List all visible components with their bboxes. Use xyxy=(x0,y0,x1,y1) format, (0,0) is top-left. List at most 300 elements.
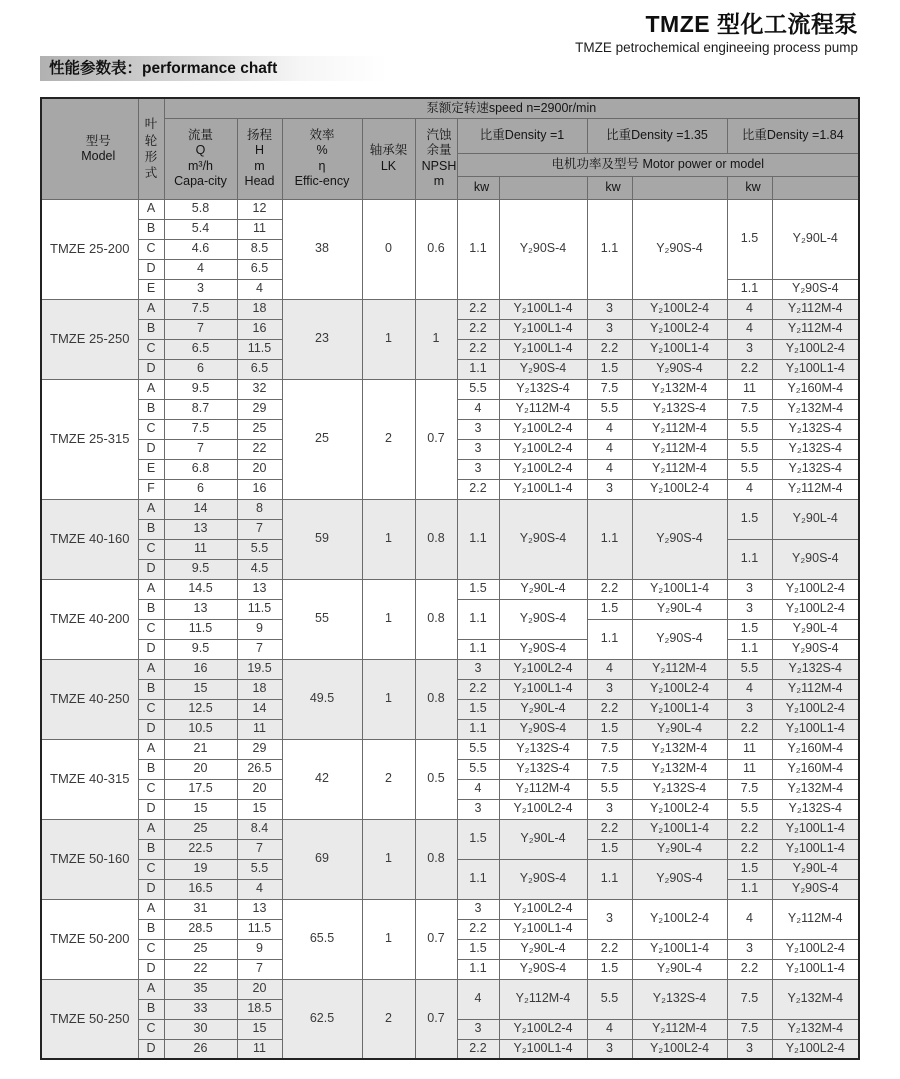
motor-model-cell: Y₂100L2-4 xyxy=(772,599,859,619)
impeller-cell: D xyxy=(138,799,164,819)
motor-kw-cell: 3 xyxy=(727,939,772,959)
header-line: 轴承架 xyxy=(369,143,408,158)
impeller-cell: C xyxy=(138,539,164,559)
capacity-cell: 19 xyxy=(164,859,237,879)
capacity-cell: 7.5 xyxy=(164,419,237,439)
impeller-cell: B xyxy=(138,679,164,699)
efficiency-cell: 59 xyxy=(282,499,362,579)
header-line: Q xyxy=(195,143,206,158)
motor-model-cell: Y₂100L2-4 xyxy=(772,1039,859,1059)
capacity-cell: 9.5 xyxy=(164,379,237,399)
capacity-cell: 6.5 xyxy=(164,339,237,359)
capacity-cell: 11.5 xyxy=(164,619,237,639)
motor-model-cell: Y₂90L-4 xyxy=(499,579,587,599)
motor-kw-cell: 7.5 xyxy=(727,399,772,419)
motor-kw-cell: 3 xyxy=(727,579,772,599)
capacity-cell: 28.5 xyxy=(164,919,237,939)
efficiency-cell: 65.5 xyxy=(282,899,362,979)
motor-kw-cell: 1.1 xyxy=(457,859,499,899)
motor-model-header-density-184 xyxy=(772,176,859,199)
capacity-cell: 5.4 xyxy=(164,219,237,239)
bearing-cell: 2 xyxy=(362,979,415,1059)
motor-model-cell: Y₂90S-4 xyxy=(772,279,859,299)
capacity-cell: 6 xyxy=(164,479,237,499)
motor-model-cell: Y₂90S-4 xyxy=(772,639,859,659)
model-cell: TMZE 50-250 xyxy=(41,979,138,1059)
motor-kw-cell: 2.2 xyxy=(727,959,772,979)
impeller-cell: C xyxy=(138,419,164,439)
motor-kw-cell: 1.5 xyxy=(457,819,499,859)
capacity-cell: 14 xyxy=(164,499,237,519)
capacity-cell: 6 xyxy=(164,359,237,379)
motor-model-cell: Y₂132M-4 xyxy=(632,759,727,779)
bearing-cell: 2 xyxy=(362,739,415,819)
motor-kw-cell: 1.5 xyxy=(457,579,499,599)
impeller-cell: D xyxy=(138,359,164,379)
motor-model-cell: Y₂100L1-4 xyxy=(772,359,859,379)
efficiency-cell: 23 xyxy=(282,299,362,379)
bearing-cell: 1 xyxy=(362,899,415,979)
motor-model-cell: Y₂90L-4 xyxy=(772,499,859,539)
impeller-cell: B xyxy=(138,839,164,859)
motor-kw-cell: 2.2 xyxy=(727,839,772,859)
motor-kw-cell: 7.5 xyxy=(587,739,632,759)
npsh-cell: 0.5 xyxy=(415,739,457,819)
efficiency-cell: 49.5 xyxy=(282,659,362,739)
motor-model-cell: Y₂90L-4 xyxy=(632,599,727,619)
impeller-cell: D xyxy=(138,439,164,459)
motor-kw-cell: 2.2 xyxy=(587,819,632,839)
header-line: m xyxy=(254,158,265,173)
motor-model-cell: Y₂100L1-4 xyxy=(499,339,587,359)
motor-kw-cell: 4 xyxy=(727,299,772,319)
head-cell: 11 xyxy=(237,719,282,739)
motor-kw-cell: 1.5 xyxy=(727,619,772,639)
motor-model-cell: Y₂132S-4 xyxy=(772,659,859,679)
header-line: 型号 xyxy=(85,133,111,148)
motor-kw-cell: 3 xyxy=(587,899,632,939)
head-cell: 7 xyxy=(237,839,282,859)
motor-kw-cell: 1.1 xyxy=(457,359,499,379)
impeller-cell: C xyxy=(138,339,164,359)
motor-model-cell: Y₂90L-4 xyxy=(772,199,859,279)
head-cell: 7 xyxy=(237,519,282,539)
motor-kw-cell: 2.2 xyxy=(457,479,499,499)
capacity-cell: 3 xyxy=(164,279,237,299)
motor-kw-cell: 3 xyxy=(727,1039,772,1059)
motor-kw-cell: 1.1 xyxy=(457,639,499,659)
motor-model-cell: Y₂112M-4 xyxy=(772,479,859,499)
motor-kw-cell: 1.1 xyxy=(457,199,499,299)
motor-model-cell: Y₂112M-4 xyxy=(499,779,587,799)
head-cell: 11.5 xyxy=(237,339,282,359)
impeller-cell: A xyxy=(138,659,164,679)
header-line: 扬程 xyxy=(246,128,272,142)
motor-kw-cell: 3 xyxy=(727,339,772,359)
head-cell: 18 xyxy=(237,679,282,699)
impeller-cell: D xyxy=(138,879,164,899)
capacity-cell: 7 xyxy=(164,439,237,459)
efficiency-cell: 42 xyxy=(282,739,362,819)
motor-model-cell: Y₂90S-4 xyxy=(632,199,727,299)
motor-model-cell: Y₂100L2-4 xyxy=(632,899,727,939)
motor-model-cell: Y₂100L1-4 xyxy=(772,719,859,739)
motor-model-cell: Y₂90S-4 xyxy=(772,879,859,899)
head-cell: 7 xyxy=(237,959,282,979)
impeller-cell: A xyxy=(138,739,164,759)
head-cell: 29 xyxy=(237,399,282,419)
motor-kw-cell: 3 xyxy=(727,699,772,719)
motor-model-cell: Y₂132M-4 xyxy=(632,379,727,399)
motor-model-cell: Y₂90L-4 xyxy=(499,819,587,859)
motor-model-cell: Y₂100L1-4 xyxy=(632,699,727,719)
motor-kw-cell: 1.5 xyxy=(587,599,632,619)
motor-model-cell: Y₂100L2-4 xyxy=(772,939,859,959)
col-header-npsh xyxy=(415,118,457,199)
model-cell: TMZE 25-250 xyxy=(41,299,138,379)
motor-kw-cell: 1.5 xyxy=(727,199,772,279)
capacity-cell: 14.5 xyxy=(164,579,237,599)
motor-kw-cell: 1.1 xyxy=(727,539,772,579)
motor-model-cell: Y₂132S-4 xyxy=(772,419,859,439)
motor-kw-cell: 1.5 xyxy=(457,939,499,959)
motor-kw-cell: 3 xyxy=(457,799,499,819)
motor-kw-cell: 3 xyxy=(587,479,632,499)
motor-kw-cell: 2.2 xyxy=(727,359,772,379)
col-header-efficiency xyxy=(282,118,362,199)
motor-model-cell: Y₂90L-4 xyxy=(772,859,859,879)
col-header-capacity xyxy=(164,118,237,199)
efficiency-cell: 25 xyxy=(282,379,362,499)
col-header-head xyxy=(237,118,282,199)
motor-model-cell: Y₂112M-4 xyxy=(499,399,587,419)
motor-model-cell: Y₂100L2-4 xyxy=(632,1039,727,1059)
motor-model-cell: Y₂90S-4 xyxy=(499,499,587,579)
speed-header: 泵额定转速speed n=2900r/min xyxy=(164,98,859,118)
motor-kw-cell: 3 xyxy=(587,679,632,699)
impeller-cell: C xyxy=(138,859,164,879)
motor-kw-cell: 4 xyxy=(727,899,772,939)
impeller-cell: D xyxy=(138,559,164,579)
header-line: m xyxy=(433,173,445,188)
impeller-cell: E xyxy=(138,459,164,479)
header-line: 汽蚀 xyxy=(426,128,452,142)
motor-kw-cell: 3 xyxy=(587,319,632,339)
motor-model-cell: Y₂90S-4 xyxy=(632,359,727,379)
motor-kw-cell: 2.2 xyxy=(587,939,632,959)
head-cell: 11 xyxy=(237,1039,282,1059)
bearing-cell: 1 xyxy=(362,819,415,899)
motor-kw-cell: 3 xyxy=(457,1019,499,1039)
head-cell: 11.5 xyxy=(237,919,282,939)
page-header xyxy=(575,6,858,55)
motor-kw-cell: 4 xyxy=(457,979,499,1019)
header-line: 叶轮形式 xyxy=(144,117,158,180)
motor-model-cell: Y₂100L2-4 xyxy=(772,699,859,719)
head-cell: 7 xyxy=(237,639,282,659)
header-line: LK xyxy=(380,158,397,173)
npsh-cell: 0.7 xyxy=(415,979,457,1059)
impeller-cell: A xyxy=(138,379,164,399)
motor-model-cell: Y₂100L2-4 xyxy=(499,459,587,479)
impeller-cell: C xyxy=(138,939,164,959)
motor-model-cell: Y₂100L1-4 xyxy=(499,1039,587,1059)
motor-kw-cell: 2.2 xyxy=(457,919,499,939)
motor-kw-cell: 1.5 xyxy=(457,699,499,719)
model-cell: TMZE 40-200 xyxy=(41,579,138,659)
head-cell: 32 xyxy=(237,379,282,399)
motor-model-cell: Y₂100L1-4 xyxy=(499,319,587,339)
impeller-cell: C xyxy=(138,699,164,719)
head-cell: 6.5 xyxy=(237,259,282,279)
motor-model-cell: Y₂132S-4 xyxy=(499,379,587,399)
motor-model-cell: Y₂112M-4 xyxy=(632,659,727,679)
motor-model-cell: Y₂100L2-4 xyxy=(632,299,727,319)
motor-model-cell: Y₂100L1-4 xyxy=(499,479,587,499)
capacity-cell: 16 xyxy=(164,659,237,679)
motor-model-cell: Y₂132S-4 xyxy=(772,439,859,459)
header-line: η xyxy=(318,158,326,173)
motor-model-cell: Y₂160M-4 xyxy=(772,739,859,759)
head-cell: 8 xyxy=(237,499,282,519)
capacity-cell: 25 xyxy=(164,939,237,959)
motor-kw-cell: 3 xyxy=(727,599,772,619)
bearing-cell: 1 xyxy=(362,499,415,579)
impeller-cell: A xyxy=(138,499,164,519)
capacity-cell: 9.5 xyxy=(164,639,237,659)
capacity-cell: 22 xyxy=(164,959,237,979)
head-cell: 29 xyxy=(237,739,282,759)
motor-model-cell: Y₂90S-4 xyxy=(772,539,859,579)
npsh-cell: 0.7 xyxy=(415,379,457,499)
motor-kw-cell: 1.1 xyxy=(727,879,772,899)
motor-kw-cell: 11 xyxy=(727,379,772,399)
motor-model-cell: Y₂90S-4 xyxy=(499,199,587,299)
header-line: 流量 xyxy=(187,128,213,142)
motor-kw-cell: 4 xyxy=(587,439,632,459)
motor-model-cell: Y₂90S-4 xyxy=(499,599,587,639)
bearing-cell: 2 xyxy=(362,379,415,499)
header-line: Capa-city xyxy=(174,173,227,188)
motor-model-cell: Y₂112M-4 xyxy=(772,899,859,939)
motor-model-cell: Y₂112M-4 xyxy=(772,319,859,339)
motor-model-cell: Y₂100L2-4 xyxy=(632,799,727,819)
impeller-cell: C xyxy=(138,239,164,259)
motor-model-cell: Y₂90S-4 xyxy=(632,499,727,579)
motor-kw-cell: 5.5 xyxy=(457,739,499,759)
motor-model-cell: Y₂112M-4 xyxy=(632,419,727,439)
motor-kw-cell: 5.5 xyxy=(457,759,499,779)
capacity-cell: 6.8 xyxy=(164,459,237,479)
motor-model-header-density-1 xyxy=(499,176,587,199)
capacity-cell: 20 xyxy=(164,759,237,779)
head-cell: 4 xyxy=(237,279,282,299)
model-cell: TMZE 50-200 xyxy=(41,899,138,979)
motor-kw-cell: 3 xyxy=(457,459,499,479)
motor-model-cell: Y₂90S-4 xyxy=(499,639,587,659)
motor-kw-cell: 4 xyxy=(457,399,499,419)
motor-model-cell: Y₂100L2-4 xyxy=(499,419,587,439)
motor-model-cell: Y₂90S-4 xyxy=(632,619,727,659)
motor-kw-cell: 1.5 xyxy=(587,959,632,979)
motor-model-cell: Y₂100L2-4 xyxy=(499,439,587,459)
motor-kw-cell: 2.2 xyxy=(457,1039,499,1059)
motor-model-cell: Y₂90L-4 xyxy=(772,619,859,639)
motor-kw-cell: 5.5 xyxy=(727,799,772,819)
header-line: Effic-ency xyxy=(294,173,350,188)
motor-model-cell: Y₂132M-4 xyxy=(772,979,859,1019)
motor-model-cell: Y₂90S-4 xyxy=(632,859,727,899)
motor-kw-cell: 7.5 xyxy=(727,979,772,1019)
capacity-cell: 15 xyxy=(164,679,237,699)
capacity-cell: 4.6 xyxy=(164,239,237,259)
section-heading: 性能参数表：performance chaft xyxy=(40,56,388,81)
motor-model-cell: Y₂100L1-4 xyxy=(499,679,587,699)
bearing-cell: 0 xyxy=(362,199,415,299)
motor-kw-cell: 1.5 xyxy=(587,839,632,859)
motor-kw-cell: 4 xyxy=(587,659,632,679)
capacity-cell: 26 xyxy=(164,1039,237,1059)
impeller-cell: C xyxy=(138,779,164,799)
header-line: 效率 xyxy=(309,128,335,142)
head-cell: 9 xyxy=(237,939,282,959)
impeller-cell: C xyxy=(138,1019,164,1039)
npsh-cell: 0.7 xyxy=(415,899,457,979)
head-cell: 8.5 xyxy=(237,239,282,259)
head-cell: 13 xyxy=(237,899,282,919)
head-cell: 11.5 xyxy=(237,599,282,619)
efficiency-cell: 62.5 xyxy=(282,979,362,1059)
kw-header-density-184: kw xyxy=(727,176,772,199)
motor-model-cell: Y₂90S-4 xyxy=(499,359,587,379)
motor-kw-cell: 2.2 xyxy=(457,339,499,359)
head-cell: 19.5 xyxy=(237,659,282,679)
head-cell: 5.5 xyxy=(237,539,282,559)
motor-model-cell: Y₂100L1-4 xyxy=(772,959,859,979)
motor-kw-cell: 2.2 xyxy=(457,679,499,699)
motor-model-cell: Y₂112M-4 xyxy=(632,459,727,479)
motor-model-cell: Y₂132M-4 xyxy=(632,739,727,759)
motor-kw-cell: 4 xyxy=(727,319,772,339)
impeller-cell: D xyxy=(138,639,164,659)
motor-kw-cell: 2.2 xyxy=(587,579,632,599)
bearing-cell: 1 xyxy=(362,579,415,659)
head-cell: 20 xyxy=(237,779,282,799)
motor-kw-cell: 5.5 xyxy=(457,379,499,399)
motor-model-cell: Y₂132M-4 xyxy=(772,399,859,419)
motor-kw-cell: 7.5 xyxy=(587,759,632,779)
capacity-cell: 12.5 xyxy=(164,699,237,719)
impeller-cell: B xyxy=(138,319,164,339)
npsh-cell: 0.8 xyxy=(415,819,457,899)
capacity-cell: 35 xyxy=(164,979,237,999)
motor-kw-cell: 1.1 xyxy=(457,719,499,739)
kw-header-density-135: kw xyxy=(587,176,632,199)
motor-kw-cell: 1.1 xyxy=(587,499,632,579)
header-line: Model xyxy=(81,148,116,163)
motor-model-cell: Y₂132M-4 xyxy=(772,1019,859,1039)
motor-kw-cell: 1.1 xyxy=(587,859,632,899)
motor-kw-cell: 4 xyxy=(727,679,772,699)
head-cell: 26.5 xyxy=(237,759,282,779)
kw-header-density-1: kw xyxy=(457,176,499,199)
motor-model-cell: Y₂100L2-4 xyxy=(772,579,859,599)
model-cell: TMZE 40-315 xyxy=(41,739,138,819)
motor-kw-cell: 1.5 xyxy=(727,499,772,539)
motor-kw-cell: 5.5 xyxy=(587,779,632,799)
header-line: H xyxy=(254,143,265,158)
density-135-header: 比重Density =1.35 xyxy=(587,118,727,153)
motor-model-cell: Y₂132M-4 xyxy=(772,779,859,799)
model-cell: TMZE 40-160 xyxy=(41,499,138,579)
head-cell: 20 xyxy=(237,459,282,479)
col-header-impeller xyxy=(138,98,164,199)
motor-kw-cell: 5.5 xyxy=(727,459,772,479)
motor-kw-cell: 2.2 xyxy=(587,699,632,719)
motor-model-cell: Y₂132S-4 xyxy=(632,779,727,799)
capacity-cell: 11 xyxy=(164,539,237,559)
motor-model-cell: Y₂100L1-4 xyxy=(632,579,727,599)
motor-kw-cell: 5.5 xyxy=(727,439,772,459)
head-cell: 9 xyxy=(237,619,282,639)
head-cell: 18.5 xyxy=(237,999,282,1019)
motor-model-cell: Y₂132S-4 xyxy=(632,979,727,1019)
motor-model-cell: Y₂100L2-4 xyxy=(499,799,587,819)
motor-kw-cell: 5.5 xyxy=(727,659,772,679)
motor-kw-cell: 1.5 xyxy=(587,719,632,739)
motor-kw-cell: 5.5 xyxy=(587,979,632,1019)
motor-kw-cell: 4 xyxy=(587,1019,632,1039)
efficiency-cell: 38 xyxy=(282,199,362,299)
npsh-cell: 0.8 xyxy=(415,499,457,579)
motor-model-cell: Y₂132S-4 xyxy=(772,459,859,479)
npsh-cell: 1 xyxy=(415,299,457,379)
motor-model-cell: Y₂160M-4 xyxy=(772,379,859,399)
motor-kw-cell: 4 xyxy=(727,479,772,499)
motor-model-cell: Y₂112M-4 xyxy=(632,439,727,459)
capacity-cell: 30 xyxy=(164,1019,237,1039)
capacity-cell: 31 xyxy=(164,899,237,919)
npsh-cell: 0.8 xyxy=(415,659,457,739)
motor-kw-cell: 1.1 xyxy=(457,499,499,579)
motor-model-cell: Y₂100L1-4 xyxy=(499,299,587,319)
head-cell: 25 xyxy=(237,419,282,439)
model-cell: TMZE 25-315 xyxy=(41,379,138,499)
table-body xyxy=(41,199,859,1059)
motor-model-cell: Y₂132S-4 xyxy=(499,759,587,779)
capacity-cell: 4 xyxy=(164,259,237,279)
head-cell: 4 xyxy=(237,879,282,899)
motor-model-cell: Y₂90L-4 xyxy=(632,839,727,859)
motor-kw-cell: 1.1 xyxy=(727,639,772,659)
motor-kw-cell: 4 xyxy=(587,419,632,439)
motor-kw-cell: 7.5 xyxy=(727,1019,772,1039)
motor-kw-cell: 3 xyxy=(457,419,499,439)
impeller-cell: B xyxy=(138,219,164,239)
motor-model-cell: Y₂100L2-4 xyxy=(772,339,859,359)
density-184-header: 比重Density =1.84 xyxy=(727,118,859,153)
head-cell: 4.5 xyxy=(237,559,282,579)
motor-kw-cell: 1.1 xyxy=(457,959,499,979)
head-cell: 6.5 xyxy=(237,359,282,379)
motor-model-cell: Y₂132S-4 xyxy=(772,799,859,819)
capacity-cell: 21 xyxy=(164,739,237,759)
motor-model-cell: Y₂90S-4 xyxy=(499,859,587,899)
motor-kw-cell: 2.2 xyxy=(727,819,772,839)
col-header-model xyxy=(41,98,138,199)
head-cell: 15 xyxy=(237,799,282,819)
header-line: NPSH xyxy=(421,158,457,173)
